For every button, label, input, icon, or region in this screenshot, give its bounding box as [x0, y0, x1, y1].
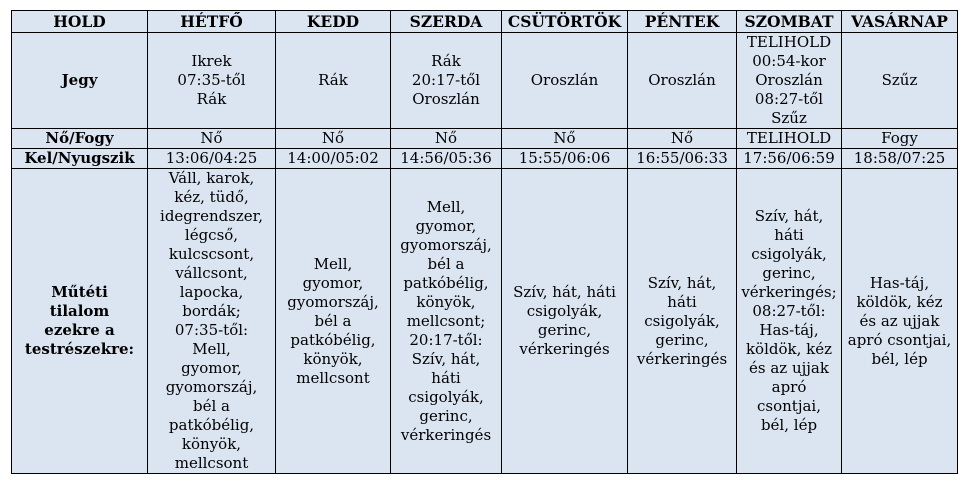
row-label-kel: Kel/Nyugszik	[12, 149, 148, 169]
nofogy-saturday: TELIHOLD	[737, 129, 842, 149]
kel-tuesday: 14:00/05:02	[276, 149, 391, 169]
row-label-mutet: Műtéti tilalom ezekre a testrészekre:	[12, 169, 148, 474]
jegy-sunday: Szűz	[842, 33, 958, 129]
header-tuesday: KEDD	[276, 11, 391, 33]
jegy-thursday: Oroszlán	[502, 33, 628, 129]
mutet-wednesday: Mell, gyomor, gyomorszáj, bél a patkóbélig, könyök, mellcsont; 20:17-től: Szív, hát, háti csigolyák, gerinc, vérkeringés	[391, 169, 502, 474]
jegy-monday: Ikrek 07:35-től Rák	[148, 33, 276, 129]
row-label-jegy: Jegy	[12, 33, 148, 129]
kel-thursday: 15:55/06:06	[502, 149, 628, 169]
nofogy-sunday: Fogy	[842, 129, 958, 149]
kel-monday: 13:06/04:25	[148, 149, 276, 169]
header-sunday: VASÁRNAP	[842, 11, 958, 33]
nofogy-friday: Nő	[628, 129, 737, 149]
kel-sunday: 18:58/07:25	[842, 149, 958, 169]
header-friday: PÉNTEK	[628, 11, 737, 33]
header-saturday: SZOMBAT	[737, 11, 842, 33]
table-row	[12, 129, 958, 149]
kel-saturday: 17:56/06:59	[737, 149, 842, 169]
table-row	[12, 169, 958, 474]
header-thursday: CSÜTÖRTÖK	[502, 11, 628, 33]
mutet-friday: Szív, hát, háti csigolyák, gerinc, vérkeringés	[628, 169, 737, 474]
jegy-wednesday: Rák 20:17-től Oroszlán	[391, 33, 502, 129]
nofogy-tuesday: Nő	[276, 129, 391, 149]
mutet-saturday: Szív, hát, háti csigolyák, gerinc, vérkeringés; 08:27-től: Has-táj, köldök, kéz és az ujjak apró csontjai, bél, lép	[737, 169, 842, 474]
row-label-nofogy: Nő/Fogy	[12, 129, 148, 149]
mutet-sunday: Has-táj, köldök, kéz és az ujjak apró csontjai, bél, lép	[842, 169, 958, 474]
header-hold: HOLD	[12, 11, 148, 33]
jegy-tuesday: Rák	[276, 33, 391, 129]
mutet-monday: Váll, karok, kéz, tüdő, idegrendszer, légcső, kulcscsont, vállcsont, lapocka, bordák; 07:35-től: Mell, gyomor, gyomorszáj, bél a patkóbélig, könyök, mellcsont	[148, 169, 276, 474]
mutet-tuesday: Mell, gyomor, gyomorszáj, bél a patkóbélig, könyök, mellcsont	[276, 169, 391, 474]
nofogy-thursday: Nő	[502, 129, 628, 149]
nofogy-monday: Nő	[148, 129, 276, 149]
jegy-saturday: TELIHOLD 00:54-kor Oroszlán 08:27-től Szűz	[737, 33, 842, 129]
moon-calendar-table	[11, 10, 958, 474]
kel-friday: 16:55/06:33	[628, 149, 737, 169]
header-monday: HÉTFŐ	[148, 11, 276, 33]
header-wednesday: SZERDA	[391, 11, 502, 33]
nofogy-wednesday: Nő	[391, 129, 502, 149]
header-row	[12, 11, 958, 33]
mutet-thursday: Szív, hát, háti csigolyák, gerinc, vérkeringés	[502, 169, 628, 474]
kel-wednesday: 14:56/05:36	[391, 149, 502, 169]
table-row	[12, 149, 958, 169]
table-row	[12, 33, 958, 129]
jegy-friday: Oroszlán	[628, 33, 737, 129]
